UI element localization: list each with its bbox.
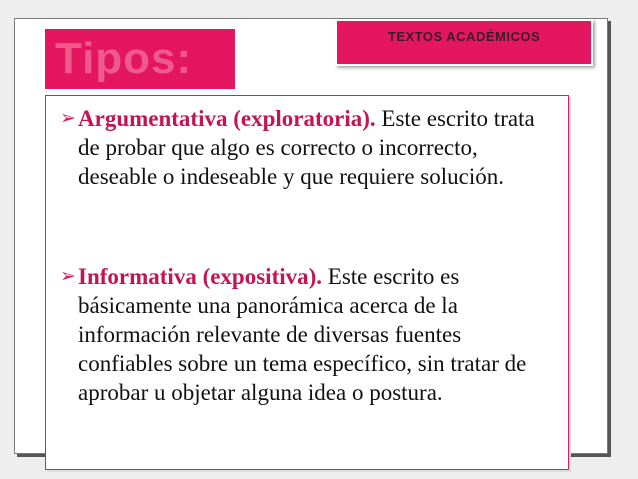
slide-frame — [14, 18, 608, 454]
section-tag-label: TEXTOS ACADÉMICOS — [387, 29, 541, 44]
arrow-bullet-icon: ➢ — [60, 265, 76, 287]
bullet-body — [60, 262, 550, 407]
bullet-text: Este escrito trata de probar que algo es correcto o incorrecto, deseable o indeseable y que requiere solución. — [78, 106, 535, 189]
section-tag — [335, 19, 593, 66]
bullet-item-argumentativa — [60, 104, 550, 191]
arrow-bullet-icon: ➢ — [60, 107, 76, 129]
bullet-lead: Informativa (expositiva). — [78, 264, 323, 289]
bullet-item-informativa — [60, 262, 550, 407]
bullet-lead: Argumentativa (exploratoria). — [78, 106, 376, 131]
content-box — [45, 95, 569, 470]
bullet-text: Este escrito es básicamente una panorámica acerca de la información relevante de diversas fuentes confiables sobre un tema específico, sin tratar de aprobar u objetar alguna idea o postura. — [78, 264, 527, 405]
bullet-body — [60, 104, 550, 191]
slide-title: Tipos: — [55, 34, 193, 83]
